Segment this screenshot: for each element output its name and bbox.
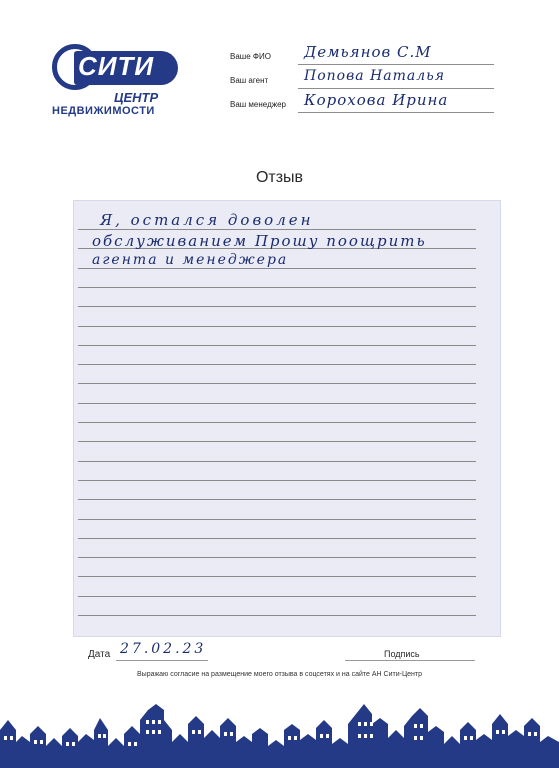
fio-line	[298, 64, 494, 65]
ruled-line	[78, 615, 476, 616]
ruled-line	[78, 480, 476, 481]
date-line	[116, 660, 208, 661]
agent-label: Ваш агент	[230, 76, 269, 85]
ruled-line	[78, 383, 476, 384]
agent-line	[298, 88, 494, 89]
ruled-line	[78, 499, 476, 500]
ruled-line	[78, 441, 476, 442]
signature-line	[345, 660, 475, 661]
logo-word: СИТИ	[78, 51, 155, 81]
page-title: Отзыв	[255, 169, 304, 186]
fio-label: Ваше ФИО	[230, 52, 271, 61]
ruled-line	[78, 422, 476, 423]
date-label: Дата	[88, 649, 111, 660]
ruled-line	[78, 229, 476, 230]
city-skyline-illustration	[0, 690, 559, 768]
manager-line	[298, 112, 494, 113]
ruled-line	[78, 557, 476, 558]
company-logo	[52, 42, 172, 122]
signature-label: Подпись	[384, 649, 420, 659]
ruled-line	[78, 538, 476, 539]
date-value: 27.02.23	[120, 641, 207, 657]
fio-value: Демьянов С.М	[304, 43, 432, 61]
ruled-line	[78, 268, 476, 269]
manager-value: Корохова Ирина	[304, 91, 449, 109]
ruled-line	[78, 519, 476, 520]
ruled-line	[78, 306, 476, 307]
ruled-line	[78, 364, 476, 365]
ruled-line	[78, 287, 476, 288]
ruled-line	[78, 326, 476, 327]
ruled-line	[78, 596, 476, 597]
review-line-2: обслуживанием Прошу поощрить	[92, 232, 427, 250]
ruled-line	[78, 461, 476, 462]
logo-subtitle-2: НЕДВИЖИМОСТИ	[52, 105, 155, 117]
review-line-1: Я, остался доволен	[100, 211, 314, 229]
manager-label: Ваш менеджер	[230, 100, 286, 109]
ruled-line	[78, 576, 476, 577]
agent-value: Попова Наталья	[304, 68, 446, 84]
consent-text: Выражаю согласие на размещение моего отзыва в соцсетях и на сайте АН Сити-Центр	[137, 671, 422, 678]
ruled-line	[78, 345, 476, 346]
logo-subtitle-1: ЦЕНТР	[114, 90, 159, 105]
review-line-3: агента и менеджера	[92, 252, 289, 268]
ruled-line	[78, 403, 476, 404]
